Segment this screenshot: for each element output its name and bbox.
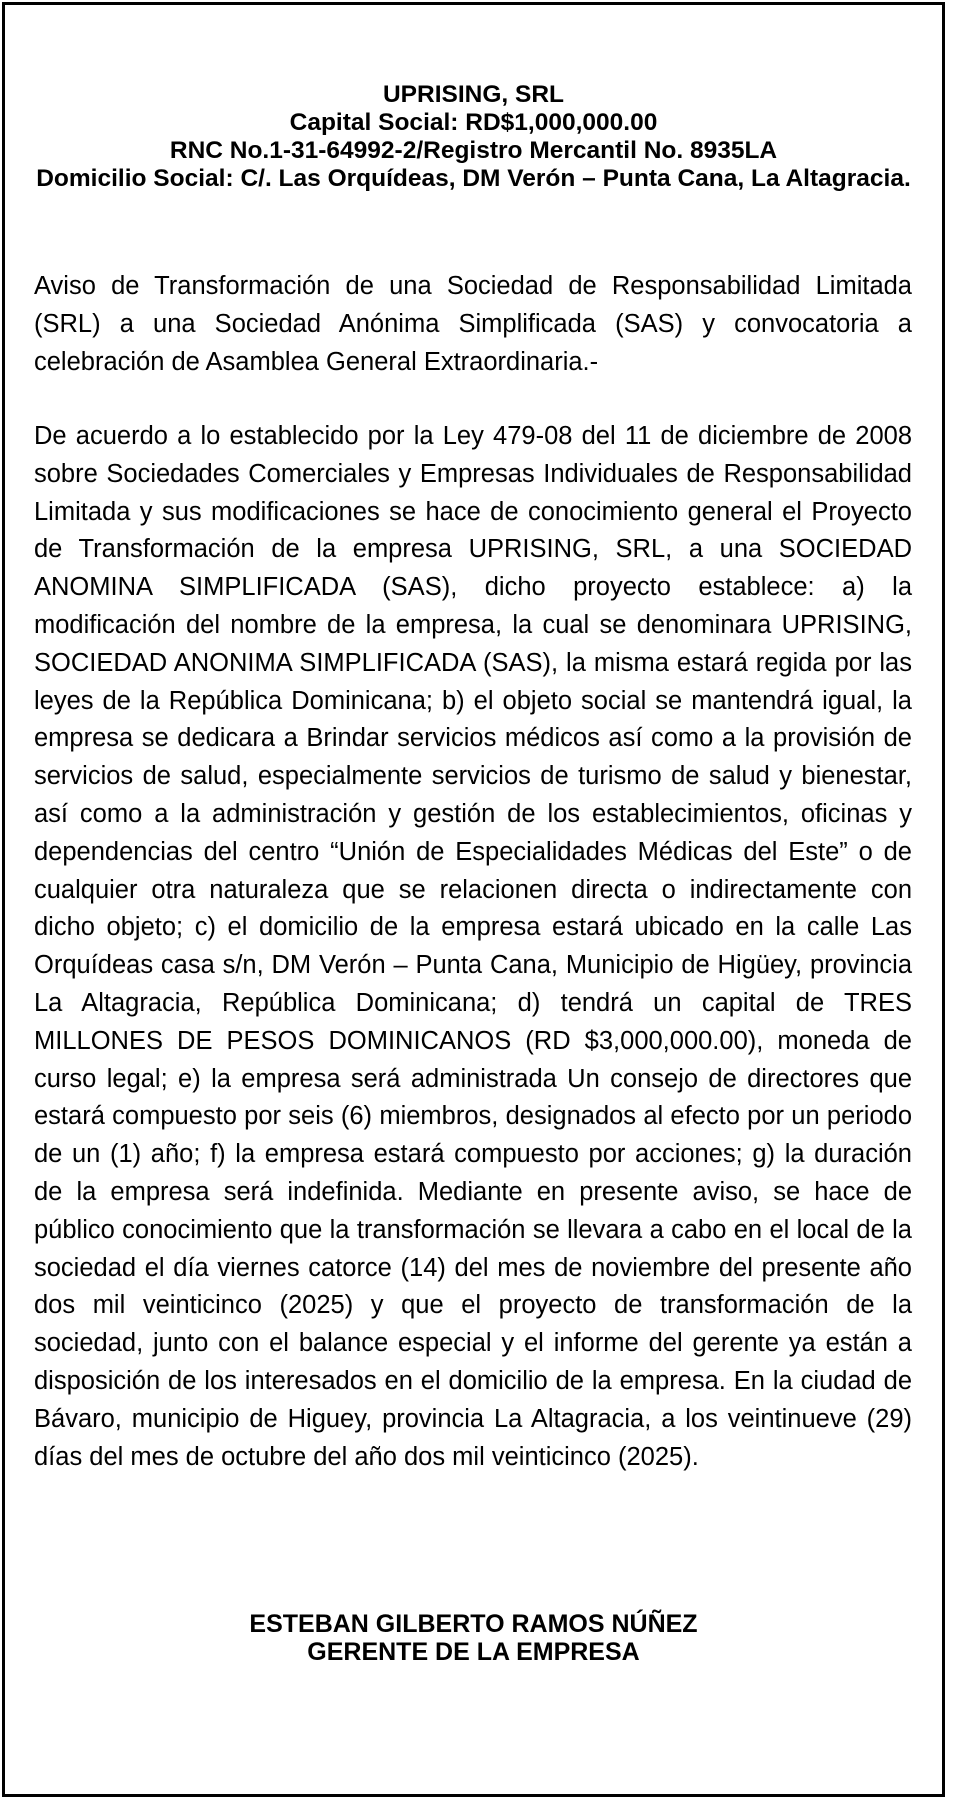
legal-notice [2,2,945,1797]
signatory-name: ESTEBAN GILBERTO RAMOS NÚÑEZ [249,1610,698,1638]
rnc-registro: RNC No.1-31-64992-2/Registro Mercantil No. 8935LA [169,137,778,164]
domicilio-social: Domicilio Social: C/. Las Orquídeas, DM Verón – Punta Cana, La Altagracia. [36,165,911,192]
notice-header [33,81,914,193]
notice-body: De acuerdo a lo establecido por la Ley 479-08 del 11 de diciembre de 2008 sobre Sociedades Comerciales y Empresas Individuales de Responsabilidad Limitada y sus modificaciones se hace de conocimiento general el Proyecto de Transformación de la empresa UPRISING, SRL, a una SOCIEDAD ANOMINA SIMPLIFICADA (SAS), dicho proyecto establece: a) la modificación del nombre de la empresa, la cual se denominara UPRISING, SOCIEDAD ANONIMA SIMPLIFICADA (SAS), la misma estará regida por las leyes de la República Dominicana; b) el objeto social se mantendrá igual, la empresa se dedicara a Brindar servicios médicos así como a la provisión de servicios de salud, especialmente servicios de turismo de salud y bienestar, así como a la administración y gestión de los establecimientos, oficinas y dependencias del centro “Unión de Especialidades Médicas del Este” o de cualquier otra naturaleza que se relacionen directa o indirectamente con dicho objeto; c) el domicilio de la empresa estará ubicado en la calle Las Orquídeas casa s/n, DM Verón – Punta Cana, Municipio de Higüey, provincia La Altagracia, República Dominicana; d) tendrá un capital de TRES MILLONES DE PESOS DOMINICANOS (RD $3,000,000.00), moneda de curso legal; e) la empresa será administrada Un consejo de directores que estará compuesto por seis (6) miembros, designados al efecto por un periodo de un (1) año; f) la empresa estará compuesto por acciones; g) la duración de la empresa será indefinida. Mediante en presente aviso, se hace de público conocimiento que la transformación se llevara a cabo en el local de la sociedad el día viernes catorce (14) del mes de noviembre del presente año dos mil veinticinco (2025) y que el proyecto de transformación de la sociedad, junto con el balance especial y el informe del gerente ya están a disposición de los interesados en el domicilio de la empresa. En la ciudad de Bávaro, municipio de Higuey, provincia La Altagracia, a los veintinueve (29) días del mes de octubre del año dos mil veinticinco (2025). [34,422,912,1471]
signature-block [33,1610,914,1666]
capital-social: Capital Social: RD$1,000,000.00 [289,109,658,136]
signatory-title: GERENTE DE LA EMPRESA [307,1638,640,1666]
notice-intro: Aviso de Transformación de una Sociedad de Responsabilidad Limitada (SRL) a una Sociedad Anónima Simplificada (SAS) y convocatoria a celebración de Asamblea General Extraordinaria.- [34,272,912,376]
company-name: UPRISING, SRL [382,81,565,108]
